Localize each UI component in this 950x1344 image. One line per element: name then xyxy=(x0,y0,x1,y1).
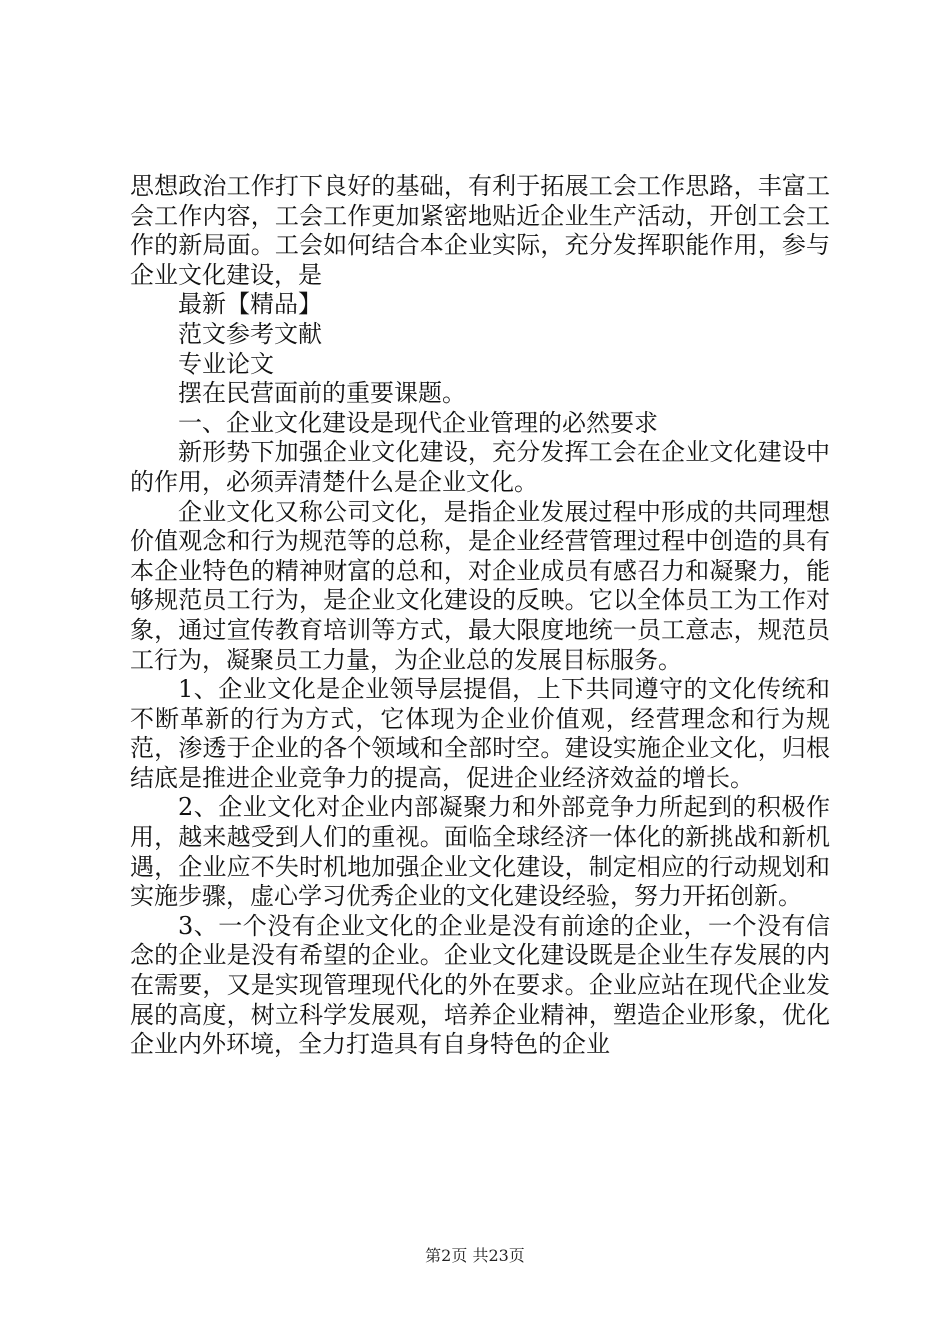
paragraph: 3、一个没有企业文化的企业是没有前途的企业，一个没有信念的企业是没有希望的企业。企业文化建设既是企业生存发展的内在需要，又是实现管理现代化的外在要求。企业应站在现代企业发展的高度，树立科学发展观，培养企业精神，塑造企业形象，优化企业内外环境，全力打造具有自身特色的企业 xyxy=(130,911,830,1059)
page-footer xyxy=(0,1243,950,1266)
section-heading: 一、企业文化建设是现代企业管理的必然要求 xyxy=(178,408,658,437)
paragraph: 2、企业文化对企业内部凝聚力和外部竞争力所起到的积极作用，越来越受到人们的重视。面临全球经济一体化的新挑战和新机遇，企业应不失时机地加强企业文化建设，制定相应的行动规划和实施步骤，虚心学习优秀企业的文化建设经验，努力开拓创新。 xyxy=(130,793,830,911)
paragraph: 企业文化又称公司文化，是指企业发展过程中形成的共同理想价值观念和行为规范等的总称，是企业经营管理过程中创造的具有本企业特色的精神财富的总和，对企业成员有感召力和凝聚力，能够规范员工行为，是企业文化建设的反映。它以全体员工为工作对象，通过宣传教育培训等方式，最大限度地统一员工意志，规范员工行为，凝聚员工力量，为企业总的发展目标服务。 xyxy=(130,497,830,674)
paragraph: 范文参考文献 xyxy=(178,319,322,348)
paragraph: 最新【精品】 xyxy=(178,290,322,319)
paragraph: 思想政治工作打下良好的基础，有利于拓展工会工作思路，丰富工会工作内容，工会工作更加紧密地贴近企业生产活动，开创工会工作的新局面。工会如何结合本企业实际，充分发挥职能作用，参与企业文化建设，是 xyxy=(130,172,830,289)
paragraph: 新形势下加强企业文化建设，充分发挥工会在企业文化建设中的作用，必须弄清楚什么是企业文化。 xyxy=(130,438,830,496)
paragraph: 1、企业文化是企业领导层提倡，上下共同遵守的文化传统和不断革新的行为方式，它体现为企业价值观，经营理念和行为规范，渗透于企业的各个领域和全部时空。建设实施企业文化，归根结底是推进企业竞争力的提高，促进企业经济效益的增长。 xyxy=(130,675,830,792)
paragraph: 专业论文 xyxy=(178,349,274,378)
page-number-label: 第2页 共23页 xyxy=(425,1246,525,1265)
document-body xyxy=(130,172,830,1060)
paragraph: 摆在民营面前的重要课题。 xyxy=(178,379,466,408)
